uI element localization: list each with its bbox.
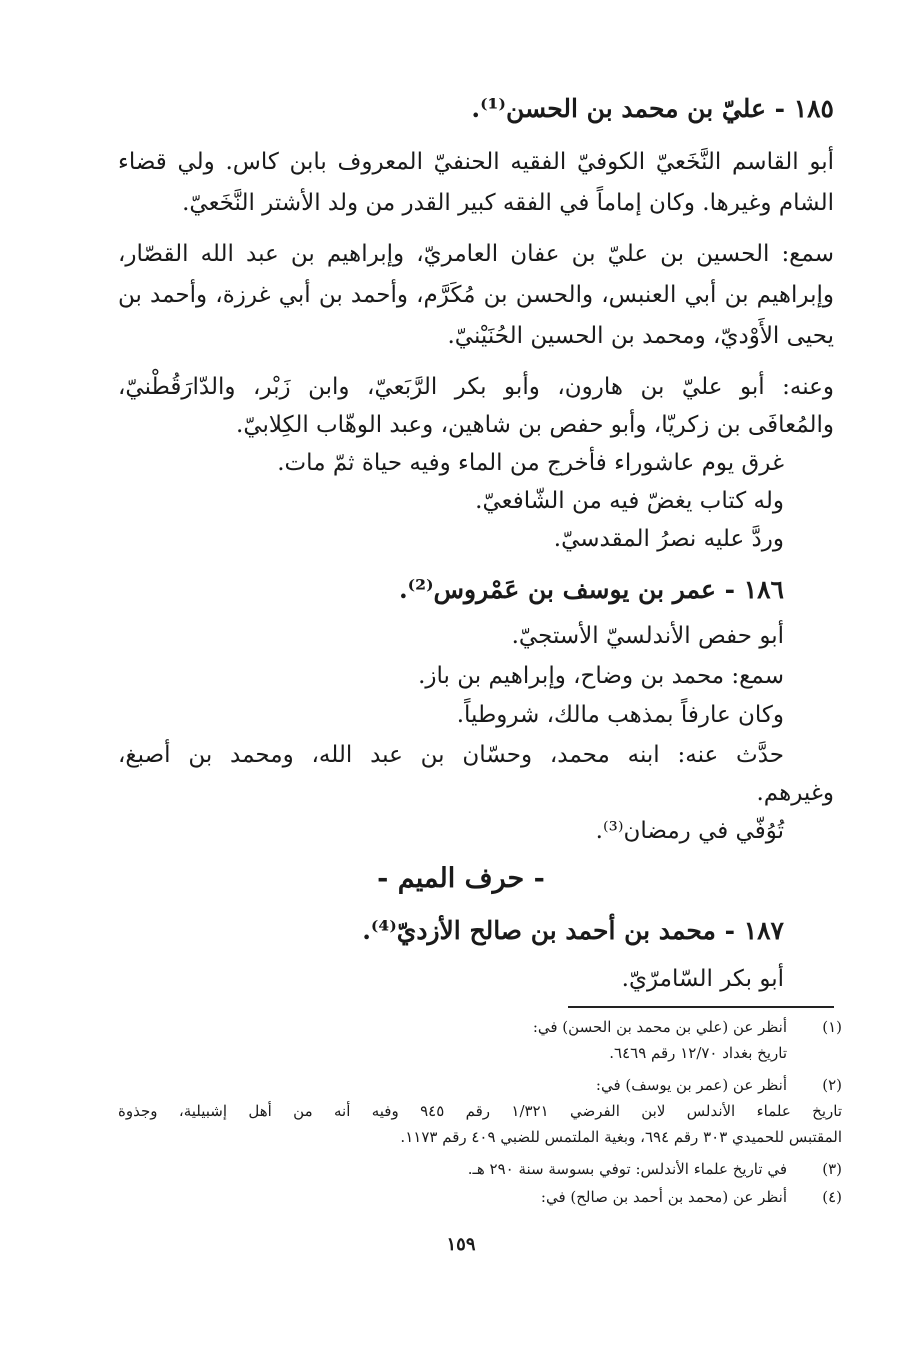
- entry-185-paragraph-3-line-1: وعنه: أبو عليّ بن هارون، وأبو بكر الرَّبَعيّ، وابن زَبْر، والدّارَقُطْنيّ،: [118, 374, 834, 400]
- page-number: ١٥٩: [446, 1234, 476, 1255]
- entry-185-paragraph-1-line-2: الشام وغيرها. وكان إماماً في الفقه كبير القدر من ولد الأشتر النَّخَعيّ.: [182, 190, 834, 216]
- entry-186-paragraph-4-line-2: وغيرهم.: [756, 780, 834, 806]
- entry-185-paragraph-4: غرق يوم عاشوراء فأخرج من الماء وفيه حياة ثمّ مات.: [277, 450, 784, 476]
- footnote-2-number: (٢): [822, 1076, 842, 1094]
- entry-186-paragraph-4-line-1: حدَّث عنه: ابنه محمد، وحسّان بن عبد الله، ومحمد بن أصبغ،: [118, 742, 784, 768]
- entry-186-paragraph-2: سمع: محمد بن وضاح، وإبراهيم بن باز.: [418, 663, 784, 689]
- footnote-2-line-2: تاريخ علماء الأندلس لابن الفرضي ١/٣٢١ رقم ٩٤٥ وفيه أنه من أهل إشبيلية، وجذوة: [118, 1102, 842, 1120]
- entry-187-paragraph-1: أبو بكر السّامرّيّ.: [621, 966, 784, 992]
- footnote-3-number: (٣): [822, 1160, 842, 1178]
- entry-185-paragraph-2-line-3: يحيى الأَوْديّ، ومحمد بن الحسين الحُنَيْنيّ.: [447, 323, 834, 349]
- entry-185-paragraph-2-line-2: وإبراهيم بن أبي العنبس، والحسن بن مُكَرَّم، وأحمد بن أبي غرزة، وأحمد بن: [118, 282, 834, 308]
- section-title: - حرف الميم -: [377, 863, 545, 894]
- footnote-separator: [568, 1006, 834, 1008]
- footnote-4-number: (٤): [822, 1188, 842, 1206]
- entry-186-paragraph-1: أبو حفص الأندلسيّ الأستجيّ.: [511, 623, 784, 649]
- footnote-2-line-3: المقتبس للحميدي ٣٠٣ رقم ٦٩٤، وبغية الملتمس للضبي ٤٠٩ رقم ١١٧٣.: [400, 1128, 842, 1146]
- entry-186-heading: ١٨٦ - عمر بن يوسف بن عَمْروس⁽²⁾.: [398, 575, 784, 604]
- footnote-1-line-1: أنظر عن (علي بن محمد بن الحسن) في:: [532, 1018, 787, 1036]
- entry-185-paragraph-3-line-2: والمُعافَى بن زكريّا، وأبو حفص بن شاهين، وعبد الوهّاب الكِلابيّ.: [236, 412, 834, 438]
- entry-187-heading: ١٨٧ - محمد بن أحمد بن صالح الأزديّ⁽⁴⁾.: [362, 916, 784, 945]
- footnote-1-number: (١): [822, 1018, 842, 1036]
- footnote-2-line-1: أنظر عن (عمر بن يوسف) في:: [595, 1076, 787, 1094]
- footnote-4-line-1: أنظر عن (محمد بن أحمد بن صالح) في:: [540, 1188, 787, 1206]
- entry-185-paragraph-1-line-1: أبو القاسم النَّخَعيّ الكوفيّ الفقيه الحنفيّ المعروف بابن كاس. ولي قضاء: [118, 149, 834, 175]
- entry-185-paragraph-2-line-1: سمع: الحسين بن عليّ بن عفان العامريّ، وإبراهيم بن عبد الله القصّار،: [118, 241, 834, 267]
- footnote-1-line-2: تاريخ بغداد ١٢/٧٠ رقم ٦٤٦٩.: [609, 1044, 787, 1062]
- entry-186-paragraph-3: وكان عارفاً بمذهب مالك، شروطياً.: [456, 702, 784, 728]
- footnote-3-line-1: في تاريخ علماء الأندلس: توفي بسوسة سنة ٢٩٠ هـ.: [467, 1160, 787, 1178]
- entry-185-heading: ١٨٥ - عليّ بن محمد بن الحسن⁽¹⁾.: [471, 94, 834, 123]
- entry-185-paragraph-6: وردَّ عليه نصرُ المقدسيّ.: [553, 526, 784, 552]
- entry-185-paragraph-5: وله كتاب يغضّ فيه من الشّافعيّ.: [475, 488, 784, 514]
- entry-186-paragraph-5: تُوُفّي في رمضان⁽³⁾.: [595, 818, 784, 844]
